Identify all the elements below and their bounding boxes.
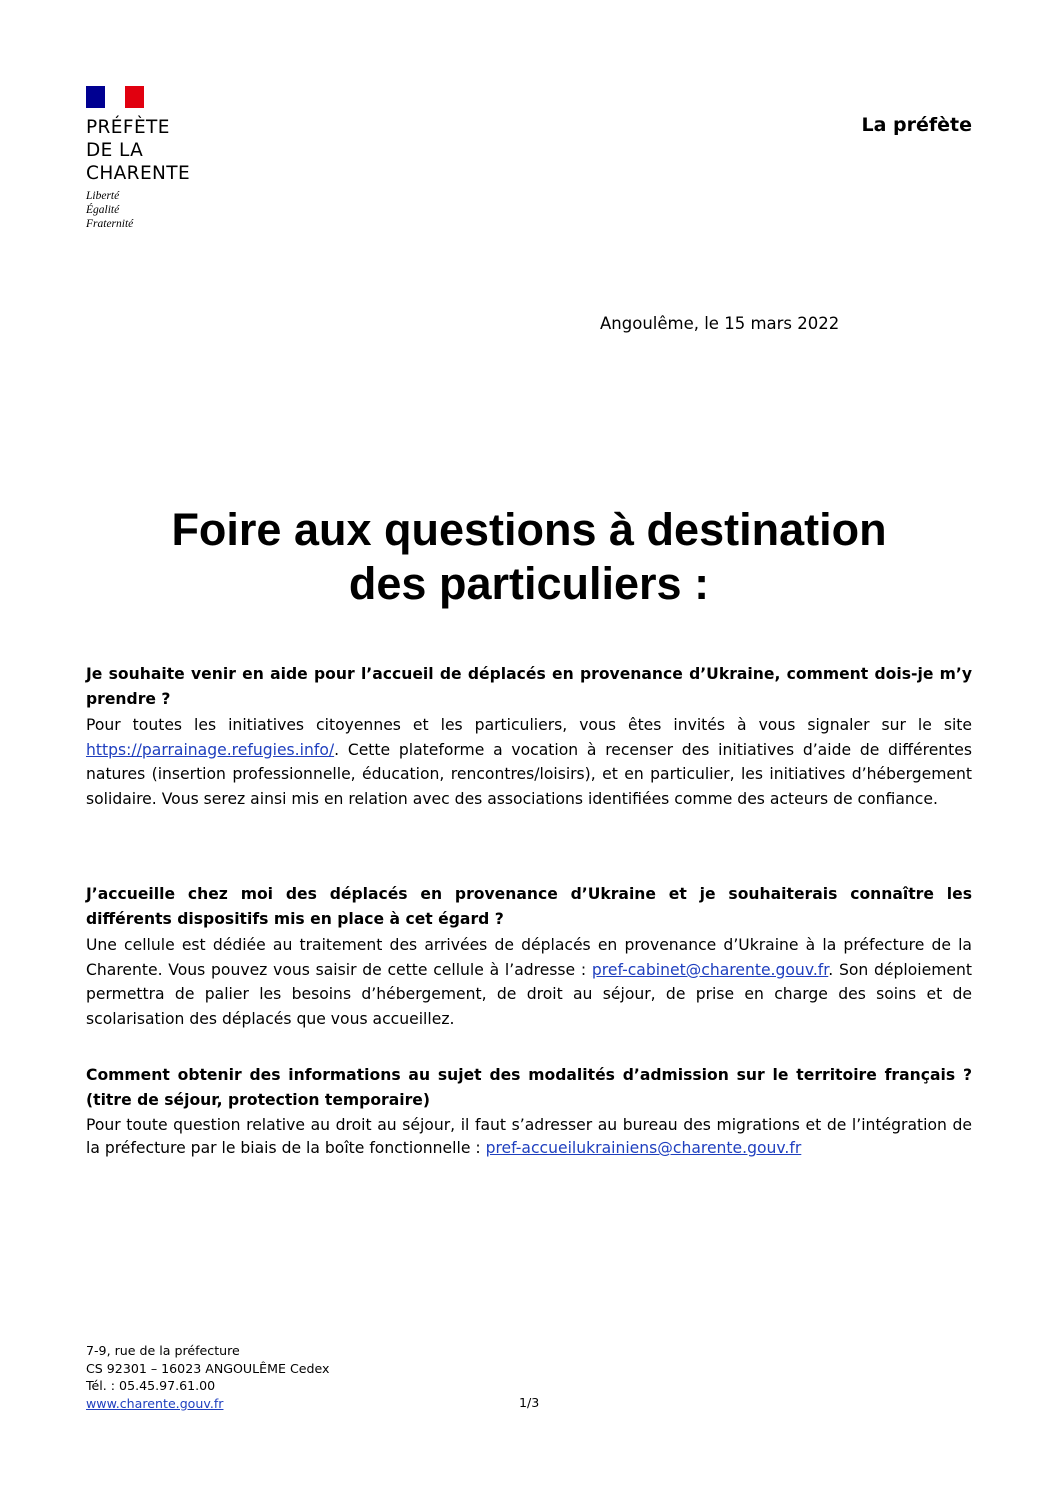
faq-item [86, 882, 972, 1031]
footer-contact [86, 1342, 329, 1412]
prefecture-logo [86, 86, 190, 231]
faq-item [86, 1063, 972, 1160]
motto-line: Liberté [86, 190, 120, 202]
date-line: Angoulême, le 15 mars 2022 [600, 314, 840, 333]
footer-address-line: 7-9, rue de la préfecture [86, 1343, 240, 1358]
answer-text: . Son déploiement permettra de palier les besoins d’hébergement, de droit au séjour, de prise en charge des soins et de scolarisation des déplacés que vous accueillez. [86, 960, 973, 1028]
website-link[interactable]: www.charente.gouv.fr [86, 1395, 224, 1411]
footer-address-line: CS 92301 – 16023 ANGOULÊME Cedex [86, 1360, 330, 1376]
faq-answer [86, 713, 972, 811]
footer-phone: Tél. : 05.45.97.61.00 [86, 1378, 216, 1393]
signatory-label: La préfète [861, 114, 972, 136]
faq-question: Je souhaite venir en aide pour l’accueil de déplacés en provenance d’Ukraine, comment dois-je m’y prendre ? [86, 665, 972, 708]
french-flag-icon [86, 86, 144, 108]
answer-text: Pour toutes les initiatives citoyennes et les particuliers, vous êtes invités à vous signaler sur le site [86, 716, 972, 734]
faq-question: J’accueille chez moi des déplacés en provenance d’Ukraine et je souhaiterais connaître les différents dispositifs mis en place à cet égard ? [86, 885, 972, 928]
organization-name [86, 116, 190, 185]
cabinet-email-link[interactable]: pref-cabinet@charente.gouv.fr [591, 960, 829, 979]
accueil-ukrainiens-email-link[interactable]: pref-accueilukrainiens@charente.gouv.fr [485, 1139, 802, 1157]
title-line: Foire aux questions à destination [171, 504, 887, 555]
page-title [86, 503, 972, 611]
answer-text: Pour toute question relative au droit au séjour, il faut s’adresser au bureau des migrations et de l’intégration de la préfecture par le biais de la boîte fonctionnelle : [86, 1116, 972, 1157]
answer-text: . Cette plateforme a vocation à recenser des initiatives d’aide de différentes natures (insertion professionnelle, éducation, rencontres/loisirs), et en particulier, les initiatives d’hébergement solidaire. Vous serez ainsi mis en relation avec des associations identifiées comme des acteurs de confiance. [86, 740, 972, 808]
title-line: des particuliers : [348, 558, 710, 609]
republic-motto [86, 189, 190, 231]
motto-line: Fraternité [86, 218, 134, 230]
faq-answer [86, 933, 972, 1031]
org-line: DE LA [86, 140, 144, 161]
page-number: 1/3 [519, 1395, 540, 1410]
org-line: CHARENTE [86, 163, 191, 184]
parrainage-link[interactable]: https://parrainage.refugies.info/ [86, 740, 335, 759]
motto-line: Égalité [86, 204, 120, 216]
answer-text: Une cellule est dédiée au traitement des arrivées de déplacés en provenance d’Ukraine à la préfecture de la Charente. Vous pouvez vous saisir de cette cellule à l’adresse : [86, 936, 972, 979]
faq-answer [86, 1114, 972, 1160]
org-line: PRÉFÈTE [86, 117, 170, 138]
faq-item [86, 662, 972, 811]
faq-question: Comment obtenir des informations au sujet des modalités d’admission sur le territoire français ? (titre de séjour, protection temporaire) [86, 1066, 972, 1109]
